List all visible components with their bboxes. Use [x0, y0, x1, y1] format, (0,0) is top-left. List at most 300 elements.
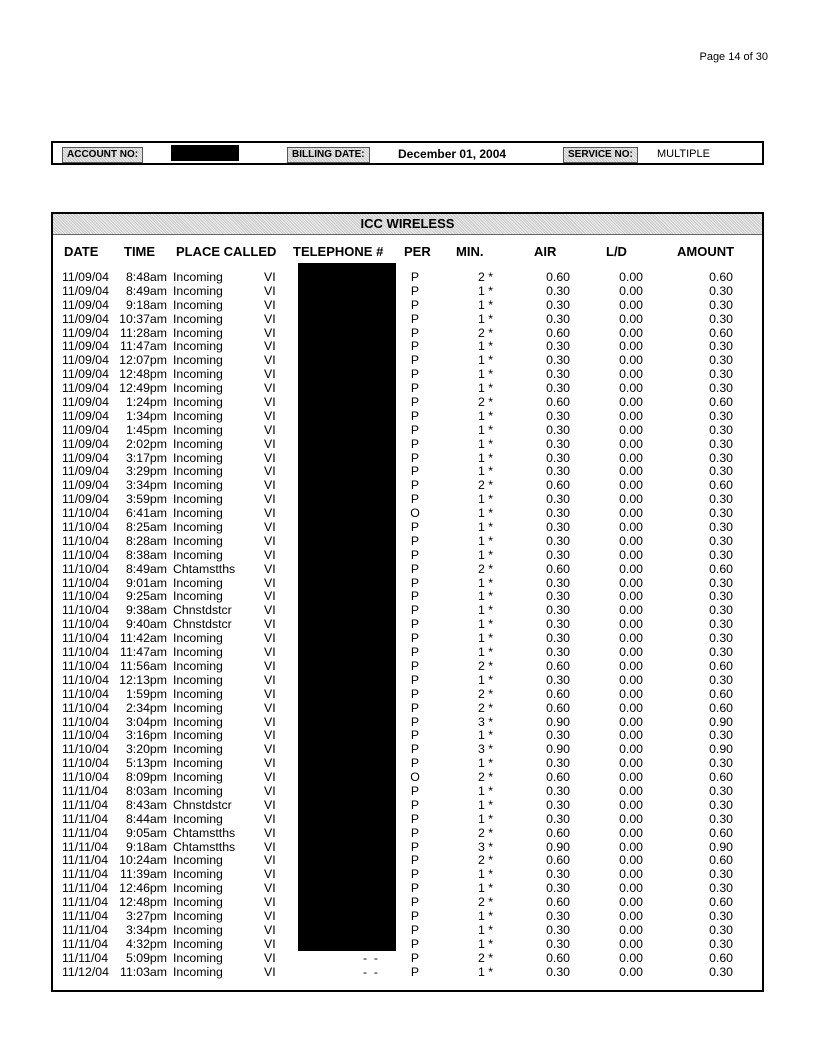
cell-per: P — [410, 270, 420, 284]
cell-ld: 0.00 — [619, 464, 643, 479]
table-row — [53, 729, 762, 743]
cell-date: 11/09/04 — [62, 297, 109, 312]
cell-date: 11/10/04 — [62, 547, 109, 562]
cell-amount: 0.30 — [709, 283, 733, 298]
cell-minutes: 2 * — [477, 395, 493, 410]
account-no-label: ACCOUNT NO: — [62, 147, 143, 163]
cell-air: 0.30 — [546, 783, 570, 798]
table-row — [53, 382, 762, 396]
cell-place: Incoming — [173, 297, 223, 312]
table-row — [53, 535, 762, 549]
cell-time: 6:41am — [125, 506, 167, 521]
col-header-per: PER — [404, 244, 431, 259]
cell-per: P — [410, 867, 420, 882]
cell-place: Incoming — [173, 853, 223, 868]
cell-telephone: - - — [363, 936, 379, 951]
cell-minutes: 1 * — [477, 408, 493, 423]
cell-minutes: 1 * — [477, 283, 493, 298]
cell-per: P — [410, 811, 420, 826]
cell-per: P — [410, 881, 420, 896]
cell-state: VI — [264, 742, 276, 757]
cell-ld: 0.00 — [619, 867, 643, 882]
cell-state: VI — [264, 575, 276, 590]
cell-time: 2:02pm — [125, 436, 167, 451]
cell-amount: 0.30 — [709, 922, 733, 937]
table-row — [53, 952, 762, 966]
cell-amount: 0.30 — [709, 908, 733, 923]
cell-place: Incoming — [173, 811, 223, 826]
cell-per: P — [410, 922, 420, 937]
cell-amount: 0.30 — [709, 533, 733, 548]
table-row — [53, 702, 762, 716]
cell-amount: 0.30 — [709, 436, 733, 451]
cell-per: P — [410, 395, 420, 410]
cell-ld: 0.00 — [619, 686, 643, 701]
cell-place: Incoming — [173, 422, 223, 437]
cell-air: 0.30 — [546, 533, 570, 548]
cell-place: Incoming — [173, 283, 223, 298]
cell-state: VI — [264, 672, 276, 687]
cell-air: 0.60 — [546, 395, 570, 410]
cell-amount: 0.30 — [709, 297, 733, 312]
cell-amount: 0.60 — [709, 478, 733, 493]
cell-ld: 0.00 — [619, 589, 643, 604]
cell-air: 0.30 — [546, 728, 570, 743]
cell-place: Incoming — [173, 714, 223, 729]
cell-time: 8:49am — [125, 283, 167, 298]
cell-ld: 0.00 — [619, 658, 643, 673]
table-row — [53, 924, 762, 938]
cell-place: Incoming — [173, 742, 223, 757]
cell-date: 11/09/04 — [62, 492, 109, 507]
cell-time: 9:40am — [125, 617, 167, 632]
cell-air: 0.60 — [546, 700, 570, 715]
cell-per: P — [410, 520, 420, 535]
cell-air: 0.90 — [546, 839, 570, 854]
cell-time: 11:47am — [120, 339, 167, 354]
cell-per: P — [410, 686, 420, 701]
cell-minutes: 1 * — [477, 645, 493, 660]
cell-place: Incoming — [173, 922, 223, 937]
cell-air: 0.30 — [546, 381, 570, 396]
cell-minutes: 1 * — [477, 311, 493, 326]
cell-place: Incoming — [173, 575, 223, 590]
cell-amount: 0.90 — [709, 839, 733, 854]
cell-minutes: 3 * — [477, 839, 493, 854]
cell-place: Chnstdstcr — [173, 617, 232, 632]
cell-time: 11:47am — [120, 645, 167, 660]
cell-ld: 0.00 — [619, 520, 643, 535]
billing-date-value: December 01, 2004 — [398, 147, 507, 161]
cell-place: Incoming — [173, 270, 223, 284]
cell-date: 11/10/04 — [62, 575, 109, 590]
cell-amount: 0.30 — [709, 353, 733, 368]
table-row — [53, 813, 762, 827]
cell-time: 12:48pm — [119, 367, 167, 382]
cell-minutes: 1 * — [477, 520, 493, 535]
cell-air: 0.30 — [546, 547, 570, 562]
cell-date: 11/10/04 — [62, 714, 109, 729]
cell-minutes: 2 * — [477, 770, 493, 785]
cell-minutes: 2 * — [477, 700, 493, 715]
table-row — [53, 493, 762, 507]
cell-per: P — [410, 533, 420, 548]
cell-air: 0.60 — [546, 895, 570, 910]
cell-date: 11/09/04 — [62, 311, 109, 326]
cell-place: Incoming — [173, 325, 223, 340]
cell-time: 3:20pm — [125, 742, 167, 757]
cell-air: 0.30 — [546, 672, 570, 687]
cell-state: VI — [264, 561, 276, 576]
cell-minutes: 1 * — [477, 922, 493, 937]
cell-air: 0.30 — [546, 756, 570, 771]
table-row — [53, 882, 762, 896]
table-row — [53, 632, 762, 646]
cell-air: 0.30 — [546, 353, 570, 368]
table-row — [53, 660, 762, 674]
cell-time: 8:43am — [125, 797, 167, 812]
cell-time: 9:25am — [125, 589, 167, 604]
cell-state: VI — [264, 756, 276, 771]
table-row — [53, 827, 762, 841]
cell-state: VI — [264, 853, 276, 868]
cell-air: 0.60 — [546, 825, 570, 840]
cell-time: 3:17pm — [125, 450, 167, 465]
cell-date: 11/10/04 — [62, 728, 109, 743]
cell-ld: 0.00 — [619, 436, 643, 451]
cell-per: P — [410, 825, 420, 840]
cell-per: P — [410, 422, 420, 437]
cell-state: VI — [264, 506, 276, 521]
cell-ld: 0.00 — [619, 575, 643, 590]
cell-place: Incoming — [173, 547, 223, 562]
cell-place: Chnstdstcr — [173, 603, 232, 618]
cell-air: 0.30 — [546, 617, 570, 632]
table-row — [53, 966, 762, 980]
cell-air: 0.60 — [546, 325, 570, 340]
table-row — [53, 452, 762, 466]
cell-minutes: 1 * — [477, 464, 493, 479]
table-row — [53, 396, 762, 410]
table-row — [53, 688, 762, 702]
cell-place: Incoming — [173, 881, 223, 896]
cell-air: 0.60 — [546, 853, 570, 868]
cell-amount: 0.30 — [709, 450, 733, 465]
cell-amount: 0.60 — [709, 395, 733, 410]
cell-date: 11/11/04 — [62, 936, 109, 951]
cell-ld: 0.00 — [619, 478, 643, 493]
cell-amount: 0.30 — [709, 492, 733, 507]
table-row — [53, 479, 762, 493]
cell-state: VI — [264, 825, 276, 840]
cell-ld: 0.00 — [619, 297, 643, 312]
cell-date: 11/11/04 — [62, 825, 109, 840]
cell-time: 9:18am — [125, 839, 167, 854]
cell-air: 0.60 — [546, 658, 570, 673]
cell-state: VI — [264, 464, 276, 479]
cell-amount: 0.30 — [709, 783, 733, 798]
table-row — [53, 368, 762, 382]
cell-per: P — [410, 339, 420, 354]
cell-time: 12:46pm — [119, 881, 167, 896]
cell-time: 9:38am — [125, 603, 167, 618]
cell-ld: 0.00 — [619, 714, 643, 729]
cell-place: Incoming — [173, 450, 223, 465]
cell-ld: 0.00 — [619, 700, 643, 715]
cell-ld: 0.00 — [619, 783, 643, 798]
cell-ld: 0.00 — [619, 533, 643, 548]
cell-date: 11/10/04 — [62, 561, 109, 576]
cell-state: VI — [264, 270, 276, 284]
cell-amount: 0.60 — [709, 895, 733, 910]
cell-date: 11/09/04 — [62, 325, 109, 340]
table-row — [53, 646, 762, 660]
cell-amount: 0.30 — [709, 867, 733, 882]
cell-time: 9:01am — [125, 575, 167, 590]
cell-air: 0.30 — [546, 811, 570, 826]
cell-per: P — [410, 492, 420, 507]
cell-time: 5:09pm — [125, 950, 167, 965]
cell-place: Incoming — [173, 950, 223, 965]
cell-minutes: 1 * — [477, 575, 493, 590]
cell-minutes: 2 * — [477, 658, 493, 673]
cell-ld: 0.00 — [619, 603, 643, 618]
cell-state: VI — [264, 311, 276, 326]
cell-state: VI — [264, 478, 276, 493]
cell-ld: 0.00 — [619, 631, 643, 646]
cell-amount: 0.60 — [709, 700, 733, 715]
cell-per: P — [410, 742, 420, 757]
cell-amount: 0.60 — [709, 561, 733, 576]
cell-ld: 0.00 — [619, 617, 643, 632]
cell-minutes: 1 * — [477, 603, 493, 618]
cell-time: 8:09pm — [125, 770, 167, 785]
cell-state: VI — [264, 908, 276, 923]
cell-minutes: 2 * — [477, 325, 493, 340]
cell-amount: 0.30 — [709, 672, 733, 687]
cell-ld: 0.00 — [619, 964, 643, 979]
cell-place: Chtamstths — [173, 839, 236, 854]
col-header-min: MIN. — [456, 244, 484, 259]
cell-date: 11/10/04 — [62, 700, 109, 715]
cell-per: P — [410, 936, 420, 951]
cell-air: 0.60 — [546, 561, 570, 576]
cell-amount: 0.30 — [709, 603, 733, 618]
cell-ld: 0.00 — [619, 353, 643, 368]
account-no-redaction — [171, 145, 239, 161]
cell-per: P — [410, 353, 420, 368]
cell-state: VI — [264, 297, 276, 312]
cell-air: 0.30 — [546, 603, 570, 618]
table-row — [53, 313, 762, 327]
cell-amount: 0.30 — [709, 381, 733, 396]
cell-air: 0.30 — [546, 645, 570, 660]
cell-state: VI — [264, 492, 276, 507]
cell-per: P — [410, 575, 420, 590]
cell-minutes: 3 * — [477, 742, 493, 757]
cell-date: 11/11/04 — [62, 839, 109, 854]
cell-state: VI — [264, 950, 276, 965]
cell-date: 11/10/04 — [62, 589, 109, 604]
table-row — [53, 743, 762, 757]
cell-place: Chnstdstcr — [173, 797, 232, 812]
table-row — [53, 896, 762, 910]
cell-ld: 0.00 — [619, 853, 643, 868]
cell-time: 12:49pm — [119, 381, 167, 396]
cell-amount: 0.30 — [709, 756, 733, 771]
cell-time: 3:29pm — [125, 464, 167, 479]
cell-per: P — [410, 561, 420, 576]
cell-state: VI — [264, 867, 276, 882]
section-title: ICC WIRELESS — [53, 214, 762, 235]
cell-ld: 0.00 — [619, 908, 643, 923]
cell-state: VI — [264, 895, 276, 910]
cell-air: 0.30 — [546, 908, 570, 923]
cell-per: P — [410, 783, 420, 798]
table-row — [53, 563, 762, 577]
cell-state: VI — [264, 408, 276, 423]
cell-ld: 0.00 — [619, 811, 643, 826]
cell-amount: 0.60 — [709, 853, 733, 868]
cell-state: VI — [264, 631, 276, 646]
cell-time: 1:59pm — [125, 686, 167, 701]
cell-state: VI — [264, 839, 276, 854]
cell-minutes: 1 * — [477, 297, 493, 312]
service-no-value: MULTIPLE — [657, 148, 710, 160]
cell-date: 11/11/04 — [62, 811, 109, 826]
cell-minutes: 1 * — [477, 589, 493, 604]
cell-air: 0.30 — [546, 922, 570, 937]
cell-time: 10:37am — [119, 311, 167, 326]
cell-place: Incoming — [173, 367, 223, 382]
cell-date: 11/09/04 — [62, 450, 109, 465]
cell-ld: 0.00 — [619, 270, 643, 284]
cell-date: 11/09/04 — [62, 408, 109, 423]
table-row — [53, 340, 762, 354]
cell-minutes: 2 * — [477, 270, 493, 284]
cell-ld: 0.00 — [619, 561, 643, 576]
table-row — [53, 299, 762, 313]
cell-place: Incoming — [173, 395, 223, 410]
cell-minutes: 1 * — [477, 756, 493, 771]
cell-place: Incoming — [173, 311, 223, 326]
cell-date: 11/10/04 — [62, 645, 109, 660]
cell-state: VI — [264, 339, 276, 354]
cell-minutes: 2 * — [477, 561, 493, 576]
table-row — [53, 771, 762, 785]
cell-ld: 0.00 — [619, 506, 643, 521]
cell-place: Incoming — [173, 700, 223, 715]
cell-state: VI — [264, 520, 276, 535]
cell-amount: 0.30 — [709, 464, 733, 479]
cell-amount: 0.30 — [709, 797, 733, 812]
cell-air: 0.60 — [546, 478, 570, 493]
table-row — [53, 285, 762, 299]
cell-amount: 0.90 — [709, 714, 733, 729]
cell-air: 0.30 — [546, 936, 570, 951]
cell-state: VI — [264, 658, 276, 673]
cell-place: Incoming — [173, 770, 223, 785]
cell-ld: 0.00 — [619, 381, 643, 396]
cell-amount: 0.60 — [709, 770, 733, 785]
cell-state: VI — [264, 964, 276, 979]
cell-ld: 0.00 — [619, 756, 643, 771]
cell-air: 0.30 — [546, 506, 570, 521]
cell-per: P — [410, 381, 420, 396]
cell-amount: 0.30 — [709, 881, 733, 896]
cell-minutes: 1 * — [477, 631, 493, 646]
cell-state: VI — [264, 325, 276, 340]
cell-place: Incoming — [173, 756, 223, 771]
cell-amount: 0.30 — [709, 964, 733, 979]
cell-place: Incoming — [173, 686, 223, 701]
cell-time: 12:13pm — [119, 672, 167, 687]
cell-ld: 0.00 — [619, 422, 643, 437]
cell-amount: 0.30 — [709, 936, 733, 951]
cell-air: 0.30 — [546, 283, 570, 298]
billing-date-label: BILLING DATE: — [287, 147, 370, 163]
cell-ld: 0.00 — [619, 839, 643, 854]
cell-date: 11/09/04 — [62, 270, 109, 284]
table-row — [53, 590, 762, 604]
cell-minutes: 1 * — [477, 797, 493, 812]
cell-telephone: - - — [363, 964, 379, 979]
cell-time: 10:24am — [119, 853, 167, 868]
cell-per: P — [410, 283, 420, 298]
cell-per: O — [410, 506, 420, 521]
cell-per: P — [410, 672, 420, 687]
cell-state: VI — [264, 603, 276, 618]
cell-date: 11/10/04 — [62, 742, 109, 757]
cell-time: 8:48am — [125, 270, 167, 284]
cell-per: P — [410, 645, 420, 660]
cell-date: 11/10/04 — [62, 520, 109, 535]
cell-per: P — [410, 436, 420, 451]
cell-per: P — [410, 450, 420, 465]
cell-ld: 0.00 — [619, 742, 643, 757]
call-detail-table — [51, 212, 764, 992]
cell-air: 0.30 — [546, 867, 570, 882]
cell-air: 0.30 — [546, 408, 570, 423]
cell-amount: 0.60 — [709, 686, 733, 701]
cell-amount: 0.60 — [709, 950, 733, 965]
cell-per: P — [410, 853, 420, 868]
cell-minutes: 1 * — [477, 783, 493, 798]
col-header-telephone: TELEPHONE # — [293, 244, 384, 259]
cell-minutes: 2 * — [477, 895, 493, 910]
cell-date: 11/09/04 — [62, 353, 109, 368]
table-row — [53, 327, 762, 341]
table-row — [53, 674, 762, 688]
cell-per: P — [410, 478, 420, 493]
cell-amount: 0.60 — [709, 825, 733, 840]
cell-per: P — [410, 311, 420, 326]
cell-ld: 0.00 — [619, 547, 643, 562]
table-row — [53, 785, 762, 799]
cell-per: P — [410, 714, 420, 729]
cell-minutes: 2 * — [477, 853, 493, 868]
cell-per: P — [410, 589, 420, 604]
service-no-label: SERVICE NO: — [563, 147, 638, 163]
cell-state: VI — [264, 395, 276, 410]
cell-time: 8:38am — [125, 547, 167, 562]
cell-time: 1:45pm — [125, 422, 167, 437]
cell-date: 11/11/04 — [62, 922, 109, 937]
cell-state: VI — [264, 353, 276, 368]
table-row — [53, 799, 762, 813]
cell-date: 11/10/04 — [62, 686, 109, 701]
cell-place: Incoming — [173, 631, 223, 646]
